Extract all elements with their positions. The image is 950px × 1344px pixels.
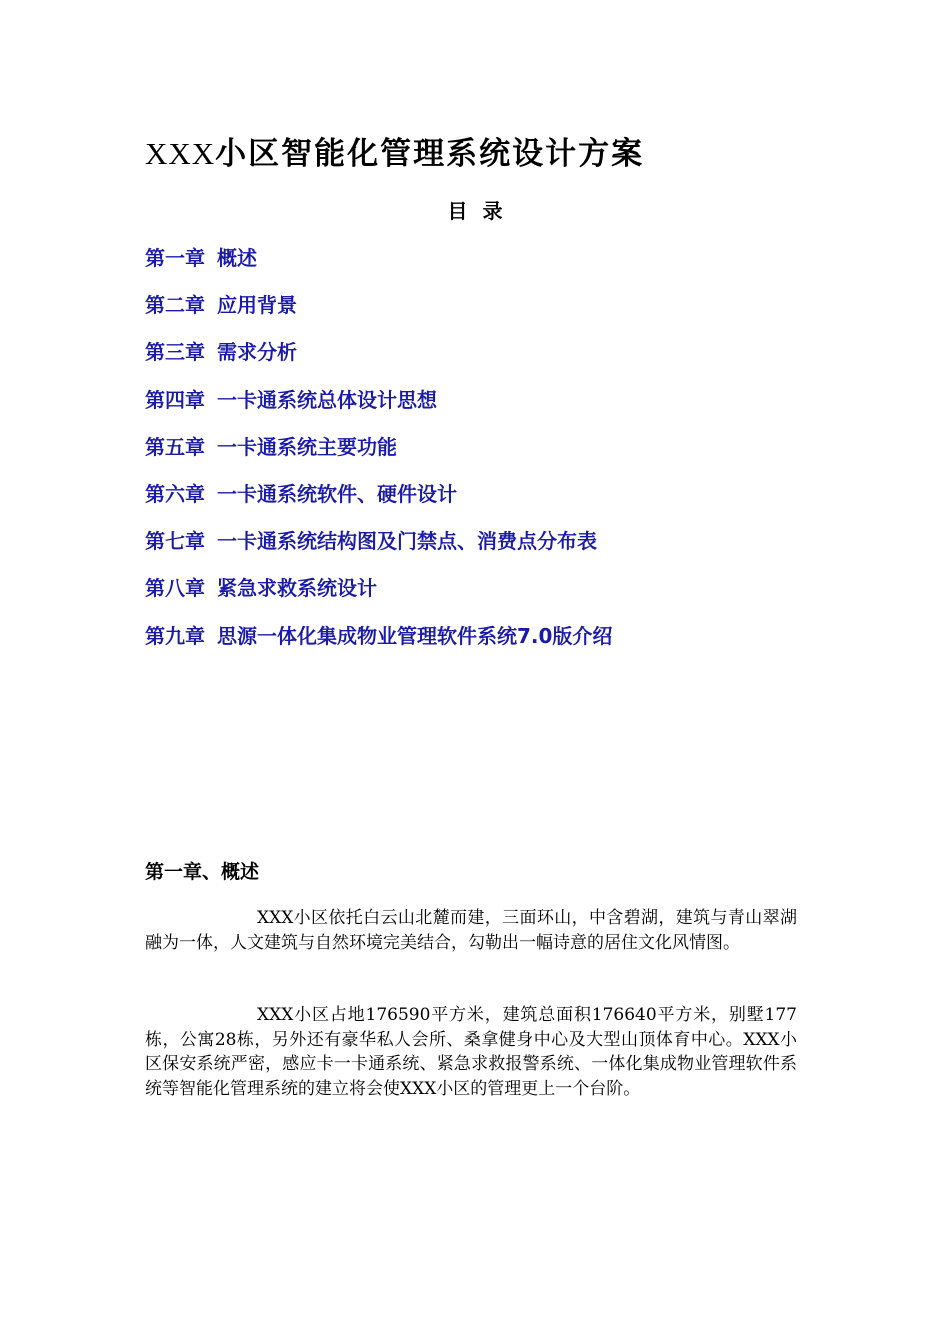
toc-item-title: 应用背景 (217, 293, 297, 318)
document-title (145, 134, 644, 174)
toc-item-chapter-8[interactable] (145, 575, 612, 622)
toc-item-chapter: 第八章 (145, 576, 205, 601)
toc-item-chapter-5[interactable] (145, 434, 612, 481)
toc-item-title: 概述 (217, 246, 257, 270)
toc-item-title: 一卡通系统结构图及门禁点、消费点分布表 (217, 529, 597, 554)
toc-item-chapter-6[interactable] (145, 481, 612, 528)
toc-item-title: 紧急求救系统设计 (217, 576, 377, 601)
toc-item-chapter: 第二章 (145, 293, 205, 318)
toc-item-chapter-9[interactable] (145, 623, 612, 670)
toc-item-chapter: 第六章 (145, 481, 205, 506)
toc-item-chapter: 第一章 (145, 246, 205, 270)
toc-item-chapter: 第四章 (145, 387, 205, 412)
toc-item-title: 一卡通系统软件、硬件设计 (217, 481, 457, 506)
document-title-prefix: XXX (145, 136, 216, 171)
toc-item-chapter: 第七章 (145, 529, 205, 554)
toc-item-chapter: 第九章 (145, 623, 205, 648)
toc-item-chapter-7[interactable] (145, 528, 612, 575)
toc-heading: 目 录 (447, 199, 503, 223)
section-heading: 第一章、概述 (145, 861, 260, 883)
toc-item-title: 一卡通系统主要功能 (217, 434, 397, 459)
document-title-main: 小区智能化管理系统设计方案 (215, 136, 645, 172)
toc-item-chapter-4[interactable] (145, 387, 612, 434)
toc-item-chapter-2[interactable] (145, 292, 612, 339)
toc-item-chapter-3[interactable] (145, 339, 612, 386)
body-paragraph-2: XXX小区占地176590平方米，建筑总面积176640平方米，别墅177栋，公寓28栋，另外还有豪华私人会所、桑拿健身中心及大型山顶体育中心。XXX小区保安系统严密，感应卡一卡通系统、紧急求救报警系统、一体化集成物业管理软件系统等智能化管理系统的建立将会使XXX小区的管理更上一个台阶。 (145, 1005, 797, 1099)
toc-item-title: 一卡通系统总体设计思想 (217, 387, 437, 412)
table-of-contents (145, 245, 612, 670)
toc-item-chapter: 第五章 (145, 434, 205, 459)
toc-item-title: 思源一体化集成物业管理软件系统7.0版介绍 (217, 623, 613, 648)
toc-item-title: 需求分析 (217, 340, 297, 365)
body-paragraph-1: XXX小区依托白云山北麓而建，三面环山，中含碧湖，建筑与青山翠湖融为一体，人文建筑与自然环境完美结合，勾勒出一幅诗意的居住文化风情图。 (145, 908, 797, 953)
toc-item-chapter: 第三章 (145, 340, 205, 365)
toc-item-chapter-1[interactable] (145, 245, 612, 292)
